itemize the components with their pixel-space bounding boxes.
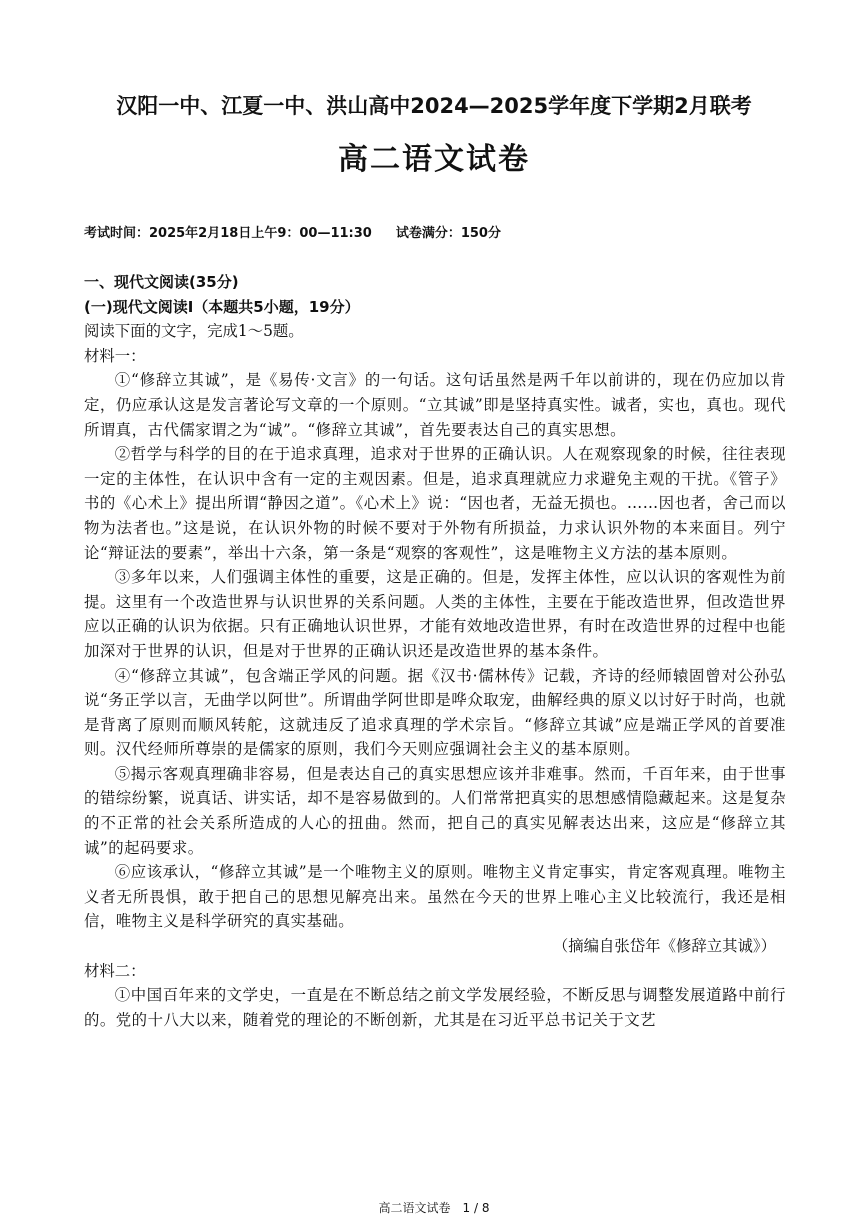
section-heading: 一、现代文阅读(35分)	[84, 273, 239, 291]
exam-header-title: 汉阳一中、江夏一中、洪山高中2024—2025学年度下学期2月联考	[116, 94, 752, 118]
material-one-paragraph: ②哲学与科学的目的在于追求真理，追求对于世界的正确认识。人在观察现象的时候，往往表现一定的主体性，在认识中含有一定的主观因素。但是，追求真理就应力求避免主观的干扰。《管子》书的《心术上》提出所谓“静因之道”。《心术上》说：“因也者，无益无损也。……因也者，舍己而以物为法者也。”这是说，在认识外物的时候不要对于外物有所损益，力求认识外物的本来面目。列宁论“辩证法的要素”，举出十六条，第一条是“观察的客观性”，这是唯物主义方法的基本原则。	[84, 445, 786, 562]
exam-info-line	[84, 222, 501, 241]
material-one-label: 材料一：	[84, 346, 146, 365]
material-one-paragraph: ④“修辞立其诚”，包含端正学风的问题。据《汉书·儒林传》记载，齐诗的经师辕固曾对公孙弘说“务正学以言，无曲学以阿世”。所谓曲学阿世即是哗众取宠，曲解经典的原义以讨好于时尚，也就是背离了原则而顺风转舵，这就违反了追求真理的学术宗旨。“修辞立其诚”应是端正学风的首要准则。汉代经师所尊崇的是儒家的原则，我们今天则应强调社会主义的基本原则。	[84, 666, 786, 759]
material-one-source: （摘编自张岱年《修辞立其诚》）	[552, 937, 776, 956]
instruction-text: 阅读下面的文字，完成1～5题。	[84, 322, 304, 341]
page-footer: 高二语文试卷 1 / 8	[378, 1201, 490, 1215]
reading-section	[84, 270, 786, 1032]
exam-total-score: 试卷满分：150分	[395, 226, 501, 241]
subsection-heading: (一)现代文阅读Ⅰ（本题共5小题，19分）	[84, 297, 360, 316]
material-one-paragraph: ⑤揭示客观真理确非容易，但是表达自己的真实思想应该并非难事。然而，千百年来，由于世事的错综纷繁，说真话、讲实话，却不是容易做到的。人们常常把真实的思想感情隐藏起来。这是复杂的不正常的社会关系所造成的人心的扭曲。然而，把自己的真实见解表达出来，这应是“修辞立其诚”的起码要求。	[84, 764, 786, 857]
material-two-paragraph: ①中国百年来的文学史，一直是在不断总结之前文学发展经验，不断反思与调整发展道路中前行的。党的十八大以来，随着党的理论的不断创新，尤其是在习近平总书记关于文艺	[84, 986, 786, 1029]
material-one-paragraph: ③多年以来，人们强调主体性的重要，这是正确的。但是，发挥主体性，应以认识的客观性为前提。这里有一个改造世界与认识世界的关系问题。人类的主体性，主要在于能改造世界，但改造世界应以正确的认识为依据。只有正确地认识世界，才能有效地改造世界，有时在改造世界的过程中也能加深对于世界的认识，但是对于世界的正确认识还是改造世界的基本条件。	[84, 568, 786, 660]
material-one-paragraph: ①“修辞立其诚”，是《易传·文言》的一句话。这句话虽然是两千年以前讲的，现在仍应加以肯定，仍应承认这是发言著论写文章的一个原则。“立其诚”即是坚持真实性。诚者，实也，真也。现代所谓真，古代儒家谓之为“诚”。“修辞立其诚”，首先要表达自己的真实思想。	[84, 371, 786, 439]
material-one-paragraph: ⑥应该承认，“修辞立其诚”是一个唯物主义的原则。唯物主义肯定事实，肯定客观真理。唯物主义者无所畏惧，敢于把自己的思想见解亮出来。虽然在今天的世界上唯心主义比较流行，我还是相信，唯物主义是科学研究的真实基础。	[84, 863, 786, 931]
exam-time: 考试时间：2025年2月18日上午9：00—11:30	[84, 226, 372, 241]
material-two-label: 材料二：	[84, 961, 146, 980]
paper-title: 高二语文试卷	[338, 142, 530, 177]
